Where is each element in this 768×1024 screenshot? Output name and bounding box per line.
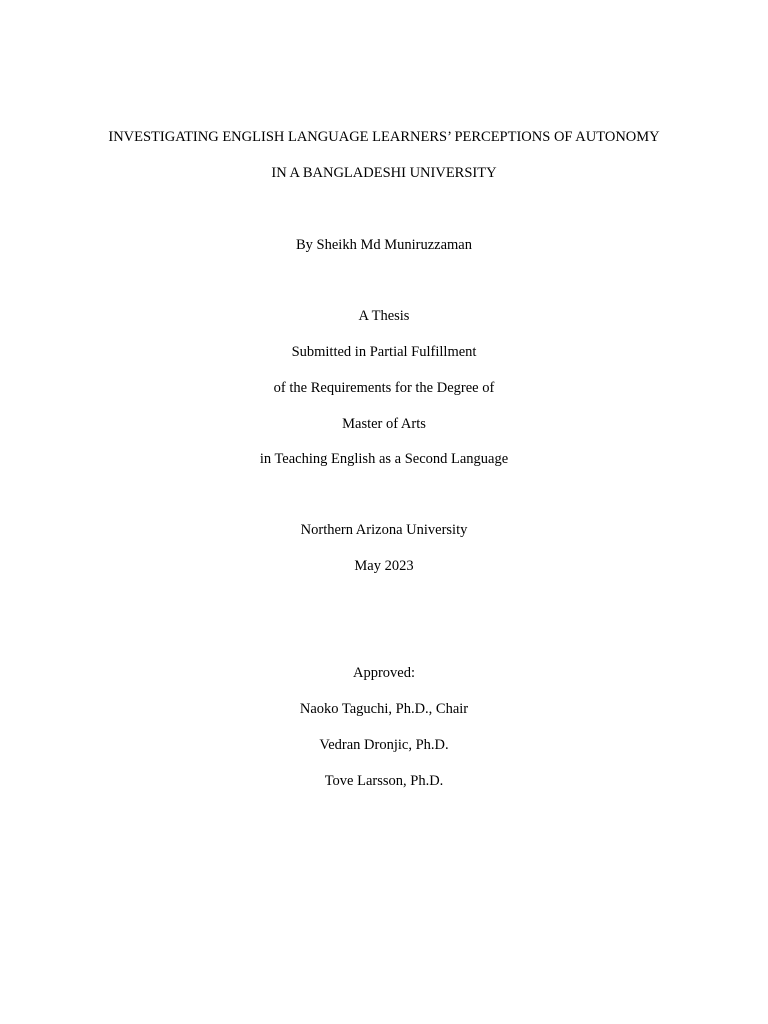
degree-name: Master of Arts [342, 416, 426, 432]
author-line: By Sheikh Md Muniruzzaman [296, 237, 472, 253]
committee-member: Vedran Dronjic, Ph.D. [319, 737, 449, 753]
institution-name: Northern Arizona University [300, 522, 468, 538]
approval-label: Approved: [352, 665, 415, 681]
thesis-title-line-2: IN A BANGLADESHI UNIVERSITY [271, 165, 497, 181]
thesis-title-line-1: INVESTIGATING ENGLISH LANGUAGE LEARNERS’ PERCEPTIONS OF AUTONOMY [108, 129, 660, 145]
committee-member: Tove Larsson, Ph.D. [324, 773, 444, 789]
requirements-statement: of the Requirements for the Degree of [273, 380, 495, 396]
thesis-label: A Thesis [358, 308, 410, 324]
committee-member-chair: Naoko Taguchi, Ph.D., Chair [299, 701, 469, 717]
submission-date: May 2023 [354, 558, 414, 574]
submission-statement: Submitted in Partial Fulfillment [291, 344, 477, 360]
degree-field: in Teaching English as a Second Language [259, 451, 509, 467]
